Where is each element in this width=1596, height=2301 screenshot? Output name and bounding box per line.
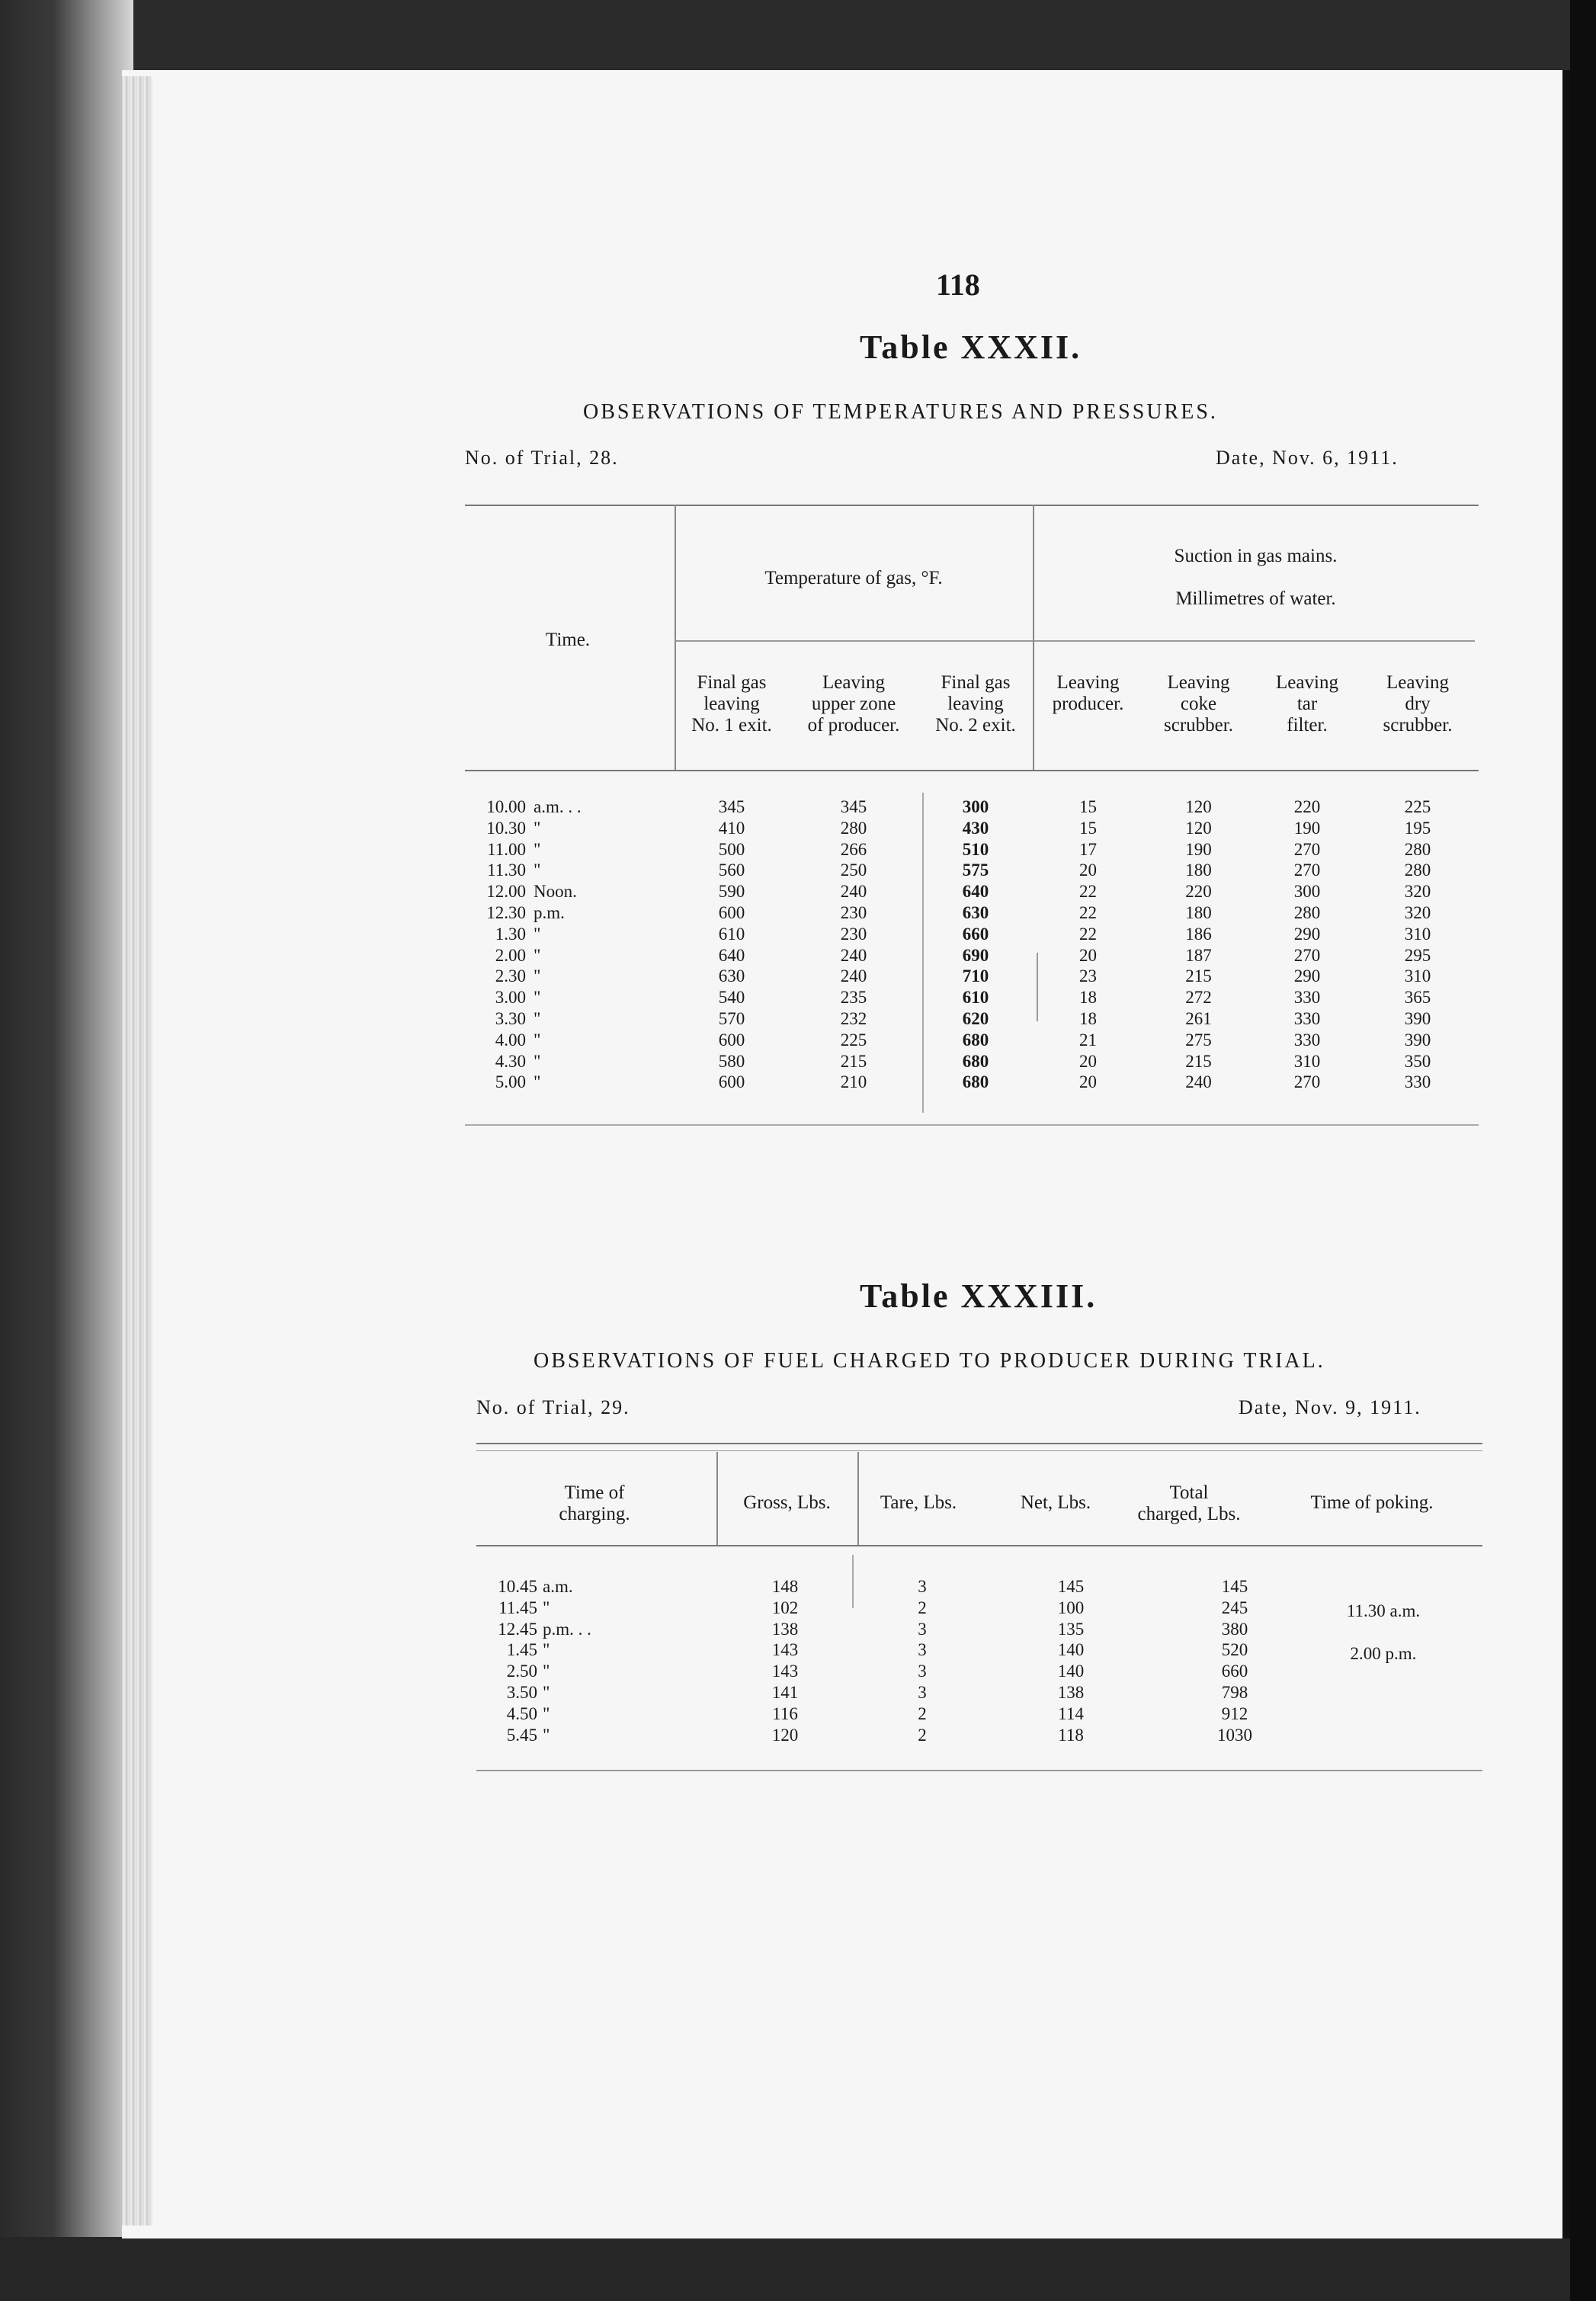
table32-col-period-cell: Noon.: [534, 882, 577, 902]
table32-col-leaving-producer-cell: 20: [1079, 860, 1097, 880]
table33-col-gross-cell: 102: [771, 1598, 799, 1617]
table32-col-tar-filter-cell: 190: [1293, 818, 1321, 838]
table32-col-final-gas-no2: [918, 796, 1033, 1093]
table32-col-time-cell: 4.30: [495, 1051, 526, 1071]
table33-top-rule-2: [476, 1450, 1482, 1451]
table32-col-coke-scrubber-cell: 120: [1185, 818, 1212, 838]
table32-col-period-cell: ": [534, 924, 541, 944]
table33-col-period: [543, 1576, 657, 1745]
table32-col-final-gas-no2-cell: 430: [962, 818, 989, 838]
scan-border-right: [1570, 0, 1596, 2301]
table33-col-period-cell: p.m. . .: [543, 1619, 591, 1639]
table32-col-dry-scrubber-cell: 280: [1404, 839, 1431, 859]
table32-col-final-gas-no1-cell: 600: [718, 1030, 745, 1050]
table32-col-leaving-producer-cell: 21: [1079, 1030, 1097, 1050]
table32-col-final-gas-no2-cell: 300: [962, 797, 989, 816]
table32-col-dry-scrubber-cell: 310: [1404, 966, 1431, 986]
table33-col-tare-cell: 3: [918, 1662, 927, 1681]
table32-col-dry-scrubber-cell: 350: [1404, 1051, 1431, 1071]
table32-col-tar-filter-cell: 270: [1293, 945, 1321, 965]
table33-poking-2: 2.00 p.m.: [1350, 1644, 1417, 1663]
table32-col-final-gas-no1-cell: 600: [718, 1072, 745, 1092]
table32-col-coke-scrubber-cell: 272: [1185, 988, 1212, 1008]
table32-col-tar-filter-cell: 330: [1293, 1008, 1321, 1028]
table33-col-tare-cell: 3: [918, 1682, 927, 1702]
table33-col-gross-cell: 148: [771, 1577, 799, 1596]
table33-col-period-cell: ": [543, 1682, 550, 1702]
table33-col-net-cell: 140: [1057, 1640, 1085, 1660]
table32-col-period-cell: ": [534, 966, 541, 986]
table33-header-net: Net, Lbs.: [1020, 1492, 1091, 1513]
table32-col-upper-zone-cell: 235: [840, 988, 867, 1008]
table32-col-time-cell: 3.00: [495, 988, 526, 1008]
table32-col-tar-filter-cell: 290: [1293, 924, 1321, 944]
table32-col-coke-scrubber-cell: 275: [1185, 1030, 1212, 1050]
table33-col-gross-cell: 141: [771, 1682, 799, 1702]
table32-col-final-gas-no2-cell: 710: [962, 966, 989, 986]
table32-col-dry-scrubber-cell: 320: [1404, 882, 1431, 902]
table32-col-final-gas-no1-cell: 600: [718, 902, 745, 922]
table32-col-period-cell: ": [534, 1072, 541, 1092]
table32-col-final-gas-no1-cell: 640: [718, 945, 745, 965]
table32-col-upper-zone-cell: 345: [840, 797, 867, 816]
table32-col-final-gas-no1-cell: 345: [718, 797, 745, 816]
table32-col-tar-filter-cell: 290: [1293, 966, 1321, 986]
table33-col-tare-cell: 2: [918, 1725, 927, 1745]
table32-col-leaving-producer-cell: 20: [1079, 1072, 1097, 1092]
table32-col-final-gas-no1-cell: 560: [718, 860, 745, 880]
table32-col-period-cell: a.m. . .: [534, 797, 582, 816]
table32-col-upper-zone-cell: 215: [840, 1051, 867, 1071]
table32-col-dry-scrubber-cell: 310: [1404, 924, 1431, 944]
table32-col-final-gas-no1-cell: 610: [718, 924, 745, 944]
table32-col-upper-zone-cell: 266: [840, 839, 867, 859]
table32-col-time-cell: 5.00: [495, 1072, 526, 1092]
table33-col-tare-cell: 2: [918, 1703, 927, 1723]
table33-col-total-cell: 660: [1221, 1662, 1248, 1681]
table32-header-rule: [465, 770, 1479, 771]
table33-trial: No. of Trial, 29.: [476, 1396, 630, 1418]
table32-col-upper-zone: [789, 796, 918, 1093]
table32-col-leaving-producer-cell: 18: [1079, 1008, 1097, 1028]
table32-col-coke-scrubber-cell: 187: [1185, 945, 1212, 965]
table32-col-coke-scrubber-cell: 120: [1185, 797, 1212, 816]
table33-col-time-cell: 2.50: [506, 1662, 537, 1681]
table33-col-total-cell: 380: [1221, 1619, 1248, 1639]
table33-col-time-cell: 5.45: [506, 1725, 537, 1745]
document-page: [122, 70, 1570, 2239]
table33-col-net-cell: 140: [1057, 1662, 1085, 1681]
table33-col-tare-cell: 2: [918, 1598, 927, 1617]
table32-col-time-cell: 12.00: [486, 882, 526, 902]
table33-header-tare: Tare, Lbs.: [880, 1492, 957, 1513]
table32-group-rule: [675, 640, 1475, 642]
table33-col-time-cell: 10.45: [498, 1577, 537, 1596]
table33-col-period-cell: ": [543, 1640, 550, 1660]
table33-col-total-cell: 912: [1221, 1703, 1248, 1723]
table32-col-time-cell: 2.00: [495, 945, 526, 965]
table33-col-time-cell: 12.45: [498, 1619, 537, 1639]
table32-col-coke-scrubber-cell: 220: [1185, 882, 1212, 902]
table32-col-final-gas-no2-cell: 660: [962, 924, 989, 944]
table32-col-final-gas-no1-cell: 540: [718, 988, 745, 1008]
table33-col-time-cell: 11.45: [498, 1598, 537, 1617]
scan-border-top: [0, 0, 1596, 72]
table32-col-dry-scrubber-cell: 295: [1404, 945, 1431, 965]
table32-col-dry-scrubber: [1360, 796, 1475, 1093]
table32-col-period-cell: ": [534, 860, 541, 880]
table33-col-time-cell: 1.45: [506, 1640, 537, 1660]
table33-poking-1: 11.30 a.m.: [1346, 1601, 1421, 1620]
table32-header-upper-zone: Leaving upper zone of producer.: [807, 672, 900, 735]
table33-col-period-cell: ": [543, 1725, 550, 1745]
table32-col-upper-zone-cell: 240: [840, 882, 867, 902]
table32-col-tar-filter-cell: 310: [1293, 1051, 1321, 1071]
table32-col-final-gas-no1-cell: 500: [718, 839, 745, 859]
table32-date: Date, Nov. 6, 1911.: [1216, 447, 1399, 469]
table32-col-upper-zone-cell: 230: [840, 924, 867, 944]
table32-col-time-cell: 11.00: [487, 839, 526, 859]
table32-col-period-cell: ": [534, 818, 541, 838]
table32-col-dry-scrubber-cell: 280: [1404, 860, 1431, 880]
table33-header-rule: [476, 1545, 1482, 1546]
table32-col-time-cell: 11.30: [487, 860, 526, 880]
table33-col-net-cell: 138: [1057, 1682, 1085, 1702]
table32-col-tar-filter-cell: 270: [1293, 860, 1321, 880]
table32-col-upper-zone-cell: 240: [840, 966, 867, 986]
table32-col-dry-scrubber-cell: 195: [1404, 818, 1431, 838]
table32-col-final-gas-no1-cell: 570: [718, 1008, 745, 1028]
table32-col-dry-scrubber-cell: 390: [1404, 1030, 1431, 1050]
table32-top-rule: [465, 505, 1479, 506]
page-number: 118: [936, 268, 980, 302]
table32-col-period-cell: ": [534, 1051, 541, 1071]
table33-col-net: [1025, 1576, 1117, 1745]
table32-col-leaving-producer-cell: 23: [1079, 966, 1097, 986]
table33-col-period-cell: a.m.: [543, 1577, 573, 1596]
table32-col-upper-zone-cell: 250: [840, 860, 867, 880]
table33-col-gross-cell: 138: [771, 1619, 799, 1639]
table32-col-leaving-producer-cell: 18: [1079, 988, 1097, 1008]
table33-top-rule: [476, 1443, 1482, 1444]
table32-header-time: Time.: [545, 630, 591, 650]
table32-title: Table XXXII.: [860, 328, 1082, 366]
table32-col-final-gas-no2-cell: 510: [962, 839, 989, 859]
table33-col-net-cell: 145: [1057, 1577, 1085, 1596]
table32-header-tar-filter: Leaving tar filter.: [1276, 672, 1338, 735]
table32-col-period-cell: p.m.: [534, 902, 565, 922]
table32-col-dry-scrubber-cell: 320: [1404, 902, 1431, 922]
table33-col-time: [476, 1576, 537, 1745]
table32-col-final-gas-no1: [675, 796, 789, 1093]
table33-col-total-cell: 1030: [1217, 1725, 1252, 1745]
table32-col-tar-filter: [1254, 796, 1360, 1093]
table32-col-period-cell: ": [534, 839, 541, 859]
table33-col-tare: [884, 1576, 960, 1745]
table33-col-net-cell: 114: [1058, 1703, 1084, 1723]
table32-col-time: [465, 796, 526, 1093]
table32-col-coke-scrubber-cell: 180: [1185, 860, 1212, 880]
table33-subtitle: OBSERVATIONS OF FUEL CHARGED TO PRODUCER DURING TRIAL.: [534, 1349, 1325, 1373]
table32-col-leaving-producer-cell: 22: [1079, 882, 1097, 902]
table32-col-period: [534, 796, 648, 1093]
table33-col-net-cell: 118: [1058, 1725, 1084, 1745]
table33-bottom-rule: [476, 1770, 1482, 1771]
table33-col-total: [1189, 1576, 1280, 1745]
table33-col-gross: [732, 1576, 838, 1745]
table32-group-suction-units: Millimetres of water.: [1175, 588, 1336, 609]
table32-col-upper-zone-cell: 225: [840, 1030, 867, 1050]
table32-subtitle: OBSERVATIONS OF TEMPERATURES AND PRESSURES.: [583, 400, 1218, 424]
table32-col-final-gas-no2-cell: 620: [962, 1008, 989, 1028]
table32-col-period-cell: ": [534, 988, 541, 1008]
table32-col-time-cell: 10.30: [486, 818, 526, 838]
table32-col-final-gas-no2-cell: 680: [962, 1030, 989, 1050]
table33-header-gross: Gross, Lbs.: [743, 1492, 831, 1513]
table33-vrule-3: [852, 1555, 854, 1608]
table32-col-leaving-producer-cell: 15: [1079, 818, 1097, 838]
table32-col-final-gas-no1-cell: 630: [718, 966, 745, 986]
table32-col-upper-zone-cell: 232: [840, 1008, 867, 1028]
table32-col-final-gas-no2-cell: 630: [962, 902, 989, 922]
table32-col-period-cell: ": [534, 945, 541, 965]
table33-col-tare-cell: 3: [918, 1577, 927, 1596]
table33-col-period-cell: ": [543, 1598, 550, 1617]
table32-col-tar-filter-cell: 280: [1293, 902, 1321, 922]
table32-col-final-gas-no2-cell: 680: [962, 1051, 989, 1071]
table32-col-dry-scrubber-cell: 390: [1404, 1008, 1431, 1028]
table33-col-time-cell: 4.50: [506, 1703, 537, 1723]
table32-col-final-gas-no2-cell: 575: [962, 860, 989, 880]
table32-col-tar-filter-cell: 330: [1293, 1030, 1321, 1050]
table32-col-final-gas-no2-cell: 640: [962, 882, 989, 902]
table32-bottom-rule: [465, 1124, 1479, 1126]
table32-col-leaving-producer-cell: 22: [1079, 924, 1097, 944]
scan-border-left: [0, 0, 133, 2301]
table33-col-gross-cell: 120: [771, 1725, 799, 1745]
table32-col-coke-scrubber-cell: 190: [1185, 839, 1212, 859]
table32-col-tar-filter-cell: 270: [1293, 1072, 1321, 1092]
table32-col-coke-scrubber-cell: 240: [1185, 1072, 1212, 1092]
table32-col-final-gas-no1-cell: 590: [718, 882, 745, 902]
table32-header-dry-scrubber: Leaving dry scrubber.: [1383, 672, 1453, 735]
table32-col-period-cell: ": [534, 1008, 541, 1028]
table32-col-tar-filter-cell: 330: [1293, 988, 1321, 1008]
page-edges: [122, 76, 152, 2226]
table32-col-upper-zone-cell: 230: [840, 902, 867, 922]
table32-col-time-cell: 10.00: [486, 797, 526, 816]
table33-col-tare-cell: 3: [918, 1640, 927, 1660]
table32-group-suction: Suction in gas mains.: [1174, 546, 1338, 566]
table32-col-final-gas-no1-cell: 410: [718, 818, 745, 838]
table33-col-time-cell: 3.50: [506, 1682, 537, 1702]
table33-col-net-cell: 100: [1057, 1598, 1085, 1617]
table33-date: Date, Nov. 9, 1911.: [1239, 1396, 1421, 1418]
table33-header-total-charged: Total charged, Lbs.: [1137, 1482, 1241, 1524]
table32-col-final-gas-no2-cell: 610: [962, 988, 989, 1008]
table32-col-leaving-producer-cell: 22: [1079, 902, 1097, 922]
table32-header-leaving-producer: Leaving producer.: [1052, 672, 1124, 714]
table32-col-upper-zone-cell: 280: [840, 818, 867, 838]
table32-col-upper-zone-cell: 210: [840, 1072, 867, 1092]
scan-border-bottom: [0, 2237, 1596, 2301]
table32-col-period-cell: ": [534, 1030, 541, 1050]
table32-col-coke-scrubber-cell: 261: [1185, 1008, 1212, 1028]
table33-col-period-cell: ": [543, 1662, 550, 1681]
table32-trial: No. of Trial, 28.: [465, 447, 619, 469]
table32-col-coke-scrubber-cell: 215: [1185, 1051, 1212, 1071]
table32-group-temperature: Temperature of gas, °F.: [764, 568, 943, 588]
table32-col-coke-scrubber-cell: 180: [1185, 902, 1212, 922]
table32-vrule-2: [1033, 505, 1034, 770]
table33-col-tare-cell: 3: [918, 1619, 927, 1639]
table33-col-total-cell: 798: [1221, 1682, 1248, 1702]
table32-col-leaving-producer: [1033, 796, 1143, 1093]
table32-col-final-gas-no2-cell: 680: [962, 1072, 989, 1092]
table32-col-time-cell: 12.30: [486, 902, 526, 922]
table32-col-time-cell: 4.00: [495, 1030, 526, 1050]
table32-col-leaving-producer-cell: 15: [1079, 797, 1097, 816]
table32-col-coke-scrubber-cell: 186: [1185, 924, 1212, 944]
table32-col-final-gas-no2-cell: 690: [962, 945, 989, 965]
table33-col-total-cell: 245: [1221, 1598, 1248, 1617]
table33-col-total-cell: 145: [1221, 1577, 1248, 1596]
table33-title: Table XXXIII.: [860, 1277, 1098, 1315]
table32-col-tar-filter-cell: 220: [1293, 797, 1321, 816]
table32-col-final-gas-no1-cell: 580: [718, 1051, 745, 1071]
table32-col-time-cell: 1.30: [495, 924, 526, 944]
table32-col-leaving-producer-cell: 20: [1079, 945, 1097, 965]
table32-col-tar-filter-cell: 270: [1293, 839, 1321, 859]
table33-col-net-cell: 135: [1057, 1619, 1085, 1639]
table33-col-period-cell: ": [543, 1703, 550, 1723]
table33-col-total-cell: 520: [1221, 1640, 1248, 1660]
table32-col-time-cell: 3.30: [495, 1008, 526, 1028]
table32-col-dry-scrubber-cell: 225: [1404, 797, 1431, 816]
table32-col-upper-zone-cell: 240: [840, 945, 867, 965]
table32-col-leaving-producer-cell: 17: [1079, 839, 1097, 859]
table32-col-coke-scrubber: [1143, 796, 1254, 1093]
table32-col-dry-scrubber-cell: 330: [1404, 1072, 1431, 1092]
table33-col-gross-cell: 143: [771, 1662, 799, 1681]
table32-col-coke-scrubber-cell: 215: [1185, 966, 1212, 986]
table32-col-time-cell: 2.30: [495, 966, 526, 986]
table33-col-gross-cell: 143: [771, 1640, 799, 1660]
table33-header-time-of-poking: Time of poking.: [1310, 1492, 1434, 1513]
table32-col-tar-filter-cell: 300: [1293, 882, 1321, 902]
table32-header-final-gas-no2: Final gas leaving No. 2 exit.: [935, 672, 1016, 735]
table32-col-dry-scrubber-cell: 365: [1404, 988, 1431, 1008]
table32-header-final-gas-no1: Final gas leaving No. 1 exit.: [691, 672, 772, 735]
table32-col-leaving-producer-cell: 20: [1079, 1051, 1097, 1071]
table33-col-gross-cell: 116: [772, 1703, 798, 1723]
table33-header-time-of-charging: Time of charging.: [559, 1482, 630, 1524]
table32-header-coke-scrubber: Leaving coke scrubber.: [1164, 672, 1233, 735]
